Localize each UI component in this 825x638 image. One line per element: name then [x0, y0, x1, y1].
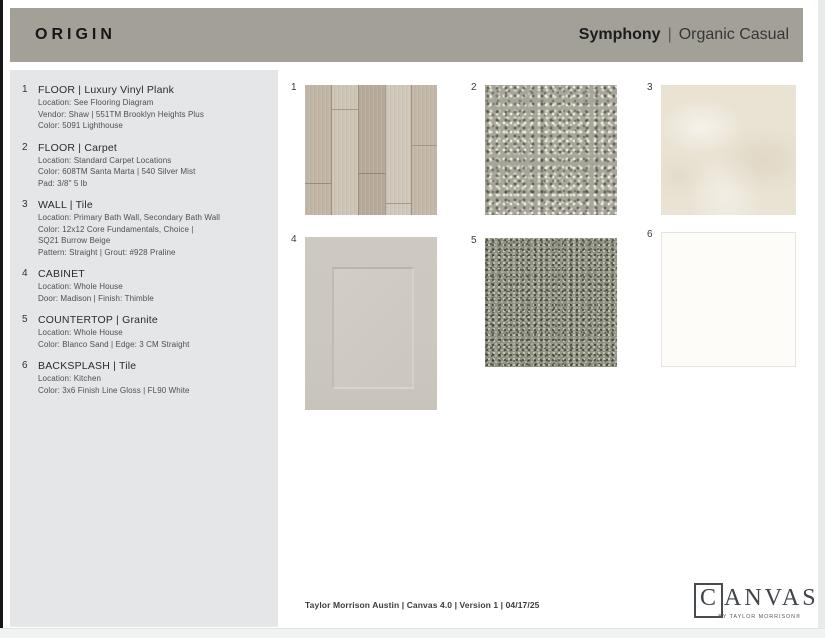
canvas-wordmark-rest: ANVAS — [724, 585, 819, 611]
collection-style: Organic Casual — [678, 26, 789, 43]
spec-title: BACKSPLASH | Tile — [38, 360, 137, 372]
collection-separator: | — [667, 26, 672, 43]
spec-number: 6 — [22, 360, 28, 371]
collection-title — [579, 26, 789, 44]
canvas-tagline: BY TAYLOR MORRISON® — [718, 614, 801, 620]
spec-body — [38, 83, 270, 132]
spec-line: Location: Whole House — [38, 328, 123, 337]
spec-number: 4 — [22, 268, 28, 279]
page-left-edge — [0, 0, 3, 630]
header-bar — [10, 8, 803, 62]
document-info: Taylor Morrison Austin | Canvas 4.0 | Version 1 | 04/17/25 — [305, 600, 540, 610]
spec-line: Location: See Flooring Diagram — [38, 98, 154, 107]
spec-line: Location: Standard Carpet Locations — [38, 155, 172, 165]
spec-item-floor-carpet — [22, 141, 270, 190]
spec-line: Color: 5091 Lighthouse — [38, 121, 123, 130]
page-title: ORIGIN — [35, 26, 116, 43]
spec-line: Color: 12x12 Core Fundamentals, Choice | — [38, 224, 194, 234]
spec-item-wall-tile — [22, 198, 270, 258]
canvas-brand-logo — [694, 583, 819, 620]
cabinet-door-panel — [332, 267, 414, 389]
swatch-cabinet-door — [305, 237, 437, 410]
swatch-number-4: 4 — [291, 234, 297, 245]
spec-body — [38, 267, 270, 304]
spec-line: SQ21 Burrow Beige — [38, 236, 111, 245]
spec-body — [38, 198, 270, 258]
swatch-number-3: 3 — [647, 82, 653, 93]
spec-title: CABINET — [38, 268, 85, 280]
spec-line: Pattern: Straight | Grout: #928 Praline — [38, 247, 176, 257]
swatch-luxury-vinyl-plank — [305, 85, 437, 215]
spec-body — [38, 313, 270, 350]
spec-line: Location: Primary Bath Wall, Secondary Bath Wall — [38, 213, 221, 222]
swatch-number-5: 5 — [471, 235, 477, 246]
spec-line: Color: Blanco Sand | Edge: 3 CM Straight — [38, 339, 190, 349]
spec-title: FLOOR | Luxury Vinyl Plank — [38, 84, 175, 96]
spec-number: 1 — [22, 84, 28, 95]
swatch-backsplash-tile — [661, 232, 796, 367]
swatch-carpet — [485, 85, 617, 215]
swatch-number-6: 6 — [647, 229, 653, 240]
spec-line: Location: Kitchen — [38, 374, 102, 383]
spec-title: COUNTERTOP | Granite — [38, 314, 158, 326]
spec-sidebar — [10, 70, 278, 627]
spec-body — [38, 359, 270, 396]
swatch-granite-countertop — [485, 238, 617, 367]
spec-item-countertop — [22, 313, 270, 350]
collection-name: Symphony — [578, 26, 661, 43]
spec-line: Location: Whole House — [38, 282, 123, 291]
spec-line: Color: 3x6 Finish Line Gloss | FL90 White — [38, 385, 190, 395]
spec-line: Pad: 3/8" 5 lb — [38, 178, 88, 188]
swatch-wall-tile — [661, 85, 796, 215]
canvas-wordmark-boxed-c: C — [694, 583, 723, 618]
spec-item-backsplash — [22, 359, 270, 396]
swatch-number-1: 1 — [291, 82, 297, 93]
spec-line: Color: 608TM Santa Marta | 540 Silver Mist — [38, 167, 196, 176]
page-right-margin — [818, 0, 825, 628]
spec-number: 3 — [22, 199, 28, 210]
spec-item-floor-lvp — [22, 83, 270, 132]
swatch-number-2: 2 — [471, 82, 477, 93]
spec-item-cabinet — [22, 267, 270, 304]
spec-line: Door: Madison | Finish: Thimble — [38, 293, 154, 303]
spec-number: 2 — [22, 141, 28, 153]
spec-number: 5 — [22, 314, 28, 325]
spec-title: WALL | Tile — [38, 199, 93, 211]
canvas-wordmark — [694, 583, 819, 618]
spec-line: Vendor: Shaw | 551TM Brooklyn Heights Plus — [38, 109, 204, 119]
spec-body — [38, 141, 270, 190]
spec-title: FLOOR | Carpet — [38, 141, 118, 154]
